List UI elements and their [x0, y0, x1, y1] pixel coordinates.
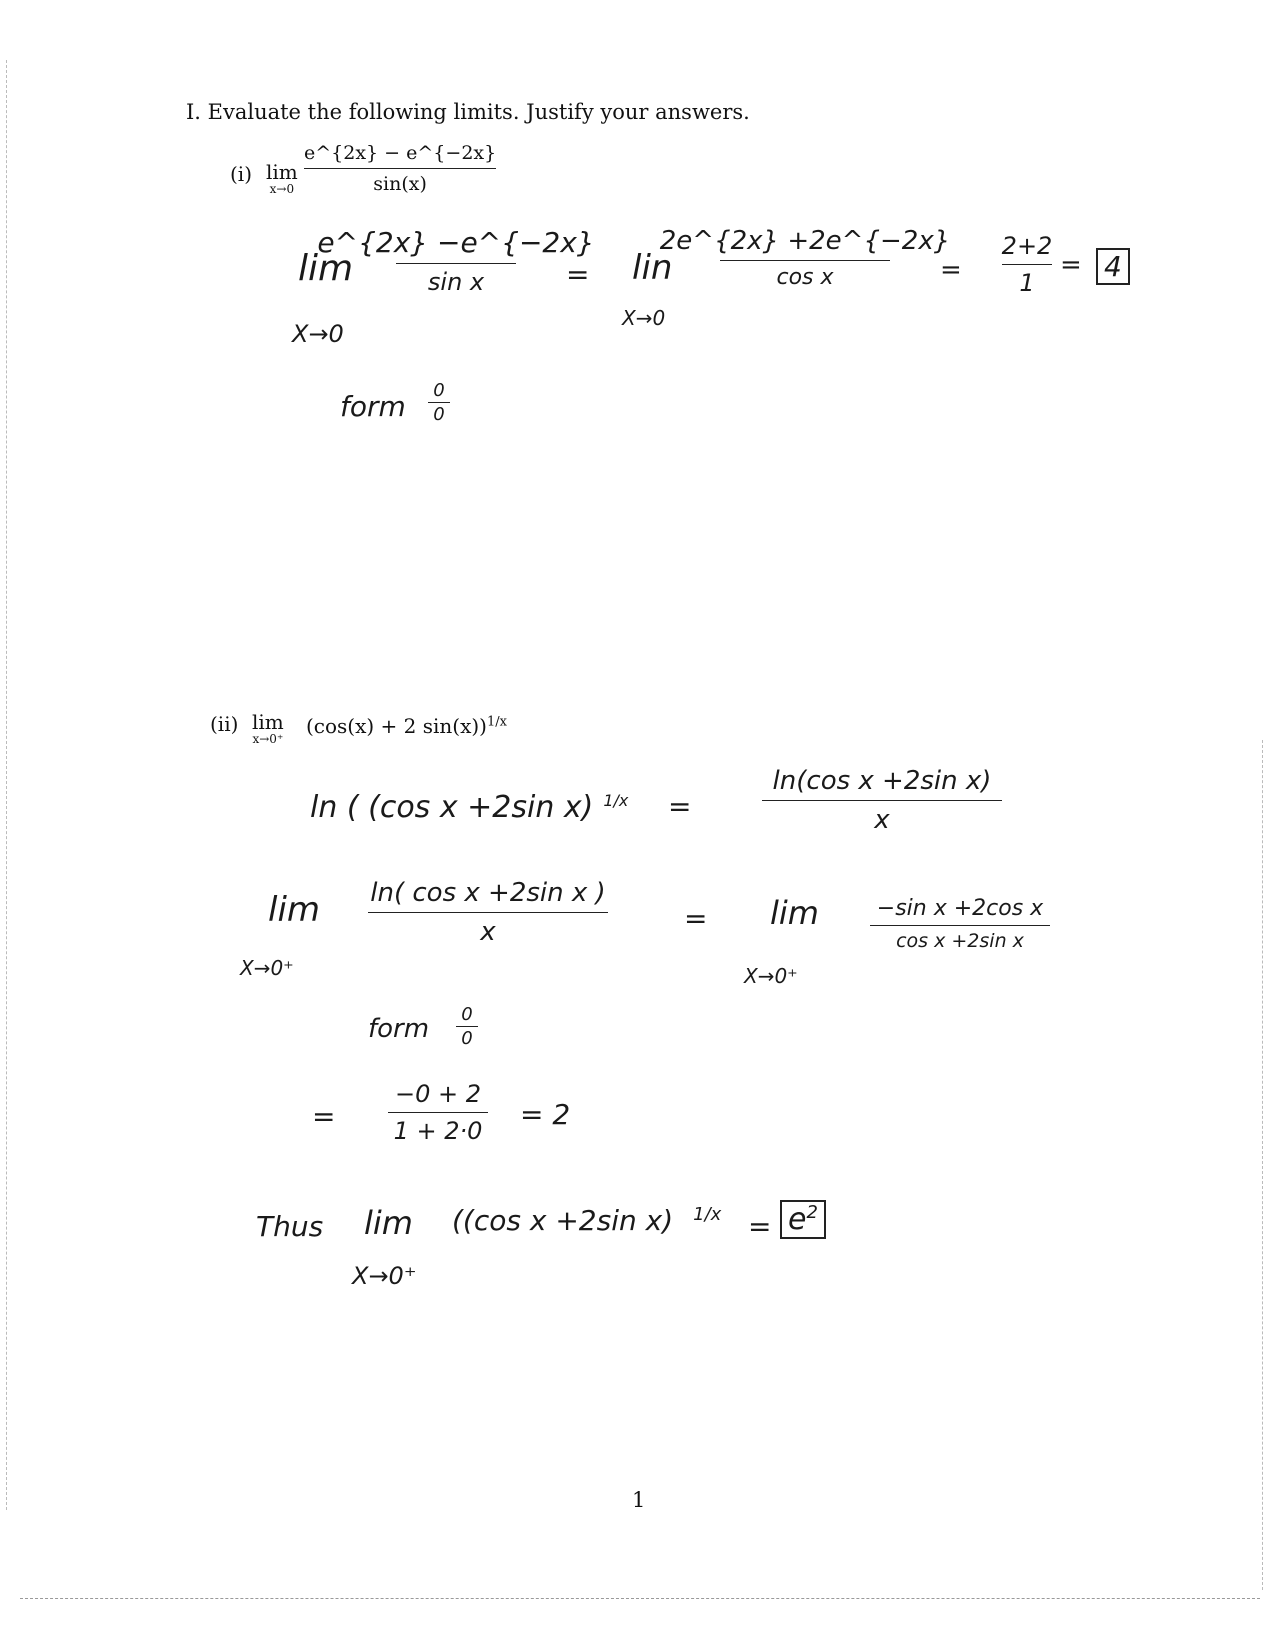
work-i-form-bar	[428, 402, 450, 403]
work-ii-lim-b-sub: X→0⁺	[744, 964, 798, 988]
work-ii-bar-b	[870, 925, 1050, 926]
work-ii-answer-box	[780, 1200, 826, 1239]
work-ii-form-bar	[456, 1026, 478, 1027]
work-ii-form-label: form	[368, 1014, 430, 1044]
work-ii-frac-b	[870, 896, 1050, 952]
work-ii-num-c: −0 + 2	[394, 1080, 481, 1108]
work-ii-bar-a	[368, 912, 608, 913]
work-ii-lim-a-sub: X→0⁺	[240, 956, 294, 980]
work-ii-eq-a: =	[684, 902, 708, 935]
work-ii-num-a: ln( cos x +2sin x )	[370, 878, 606, 908]
work-ii-answer-exp: 2	[806, 1202, 818, 1223]
work-ii-answer-base: e	[788, 1202, 807, 1237]
work-ii-line1-eq: =	[668, 790, 692, 823]
problem-ii-exponent: 1/x	[486, 714, 507, 730]
work-ii-result-c: = 2	[520, 1098, 571, 1131]
work-ii-bar-c	[388, 1112, 488, 1113]
problem-i-lim	[266, 160, 298, 196]
work-i-num2: 2e^{2x} +2e^{−2x}	[659, 226, 951, 256]
work-ii-form-frac	[456, 1004, 478, 1049]
work-ii-expr-d: ((cos x +2sin x)	[452, 1204, 674, 1237]
work-ii-den-b: cos x +2sin x	[896, 930, 1024, 952]
work-ii-form-den: 0	[461, 1028, 473, 1049]
page-number: 1	[632, 1488, 646, 1512]
problem-ii-lim	[252, 710, 284, 746]
work-i-lim2-sub: X→0	[622, 306, 666, 330]
work-i-eq1: =	[566, 258, 590, 291]
work-ii-eq-d: =	[748, 1210, 772, 1243]
scan-edge-right	[1262, 740, 1263, 1590]
work-i-form-frac	[428, 380, 450, 425]
problem-i-numerator: e^{2x} − e^{−2x}	[304, 142, 497, 164]
work-i-eq2: =	[940, 255, 962, 285]
work-i-eq3: =	[1060, 250, 1082, 280]
work-i-form-label: form	[340, 390, 406, 423]
work-ii-den-a: x	[480, 917, 496, 947]
work-ii-line1-expr: ln ( (cos x +2sin x)	[310, 790, 594, 825]
work-i-num1: e^{2x} −e^{−2x}	[317, 226, 595, 259]
work-ii-num-b: −sin x +2cos x	[876, 896, 1044, 921]
work-ii-frac-a	[368, 878, 608, 947]
work-ii-line1-num: ln(cos x +2sin x)	[772, 766, 992, 796]
problem-ii-label: (ii)	[210, 712, 239, 736]
work-i-lim2: lin	[632, 248, 673, 288]
work-ii-exp-d: 1/x	[693, 1203, 722, 1225]
scan-edge-left	[6, 60, 7, 1510]
work-ii-conclusion-expr	[452, 1204, 721, 1237]
problem-i-lim-sub: x→0	[269, 182, 295, 196]
problem-i-denominator: sin(x)	[373, 173, 427, 195]
work-ii-lim-d: lim	[364, 1204, 413, 1242]
work-i-den2: cos x	[776, 265, 834, 290]
work-ii-lim-d-sub: X→0⁺	[352, 1262, 417, 1290]
problem-ii-lim-word: lim	[252, 710, 284, 734]
work-ii-form-num: 0	[461, 1004, 473, 1025]
work-ii-line1-left	[310, 790, 628, 825]
work-ii-den-c: 1 + 2·0	[393, 1117, 483, 1145]
work-ii-line1-den: x	[874, 805, 890, 835]
work-ii-line1-exp: 1/x	[603, 791, 629, 810]
work-ii-lim-a: lim	[268, 890, 321, 930]
work-ii-lim-b: lim	[770, 894, 819, 932]
work-i-form-num: 0	[433, 380, 445, 401]
work-i-frac3	[1002, 232, 1052, 297]
work-i-frac2	[659, 226, 951, 290]
problem-i-fraction-bar	[304, 168, 496, 169]
problem-ii-lim-sub: x→0⁺	[252, 732, 284, 746]
work-ii-frac-c	[388, 1080, 488, 1145]
work-i-den3: 1	[1019, 269, 1035, 297]
work-ii-line1-frac	[762, 766, 1002, 835]
work-ii-thus: Thus	[256, 1210, 324, 1243]
scan-edge-bottom	[20, 1598, 1260, 1599]
work-i-num3: 2+2	[1001, 232, 1053, 260]
problem-i-label: (i)	[230, 162, 253, 186]
work-i-answer-box: 4	[1096, 248, 1130, 285]
problem-ii-expression	[306, 714, 507, 738]
problem-i-fraction	[304, 142, 496, 195]
problem-i-lim-word: lim	[266, 160, 298, 184]
section-heading: I. Evaluate the following limits. Justify your answers.	[186, 100, 750, 124]
work-i-den1: sin x	[427, 268, 485, 296]
work-ii-eq-c: =	[312, 1100, 336, 1133]
work-i-lim1: lim	[298, 248, 354, 289]
work-i-form-den: 0	[433, 404, 445, 425]
work-i-lim1-sub: X→0	[292, 320, 344, 348]
work-i-bar2	[720, 260, 890, 261]
problem-ii-expr: (cos(x) + 2 sin(x))	[306, 714, 487, 738]
work-ii-line1-bar	[762, 800, 1002, 801]
work-i-bar3	[1002, 264, 1052, 265]
work-i-bar1	[396, 263, 516, 264]
